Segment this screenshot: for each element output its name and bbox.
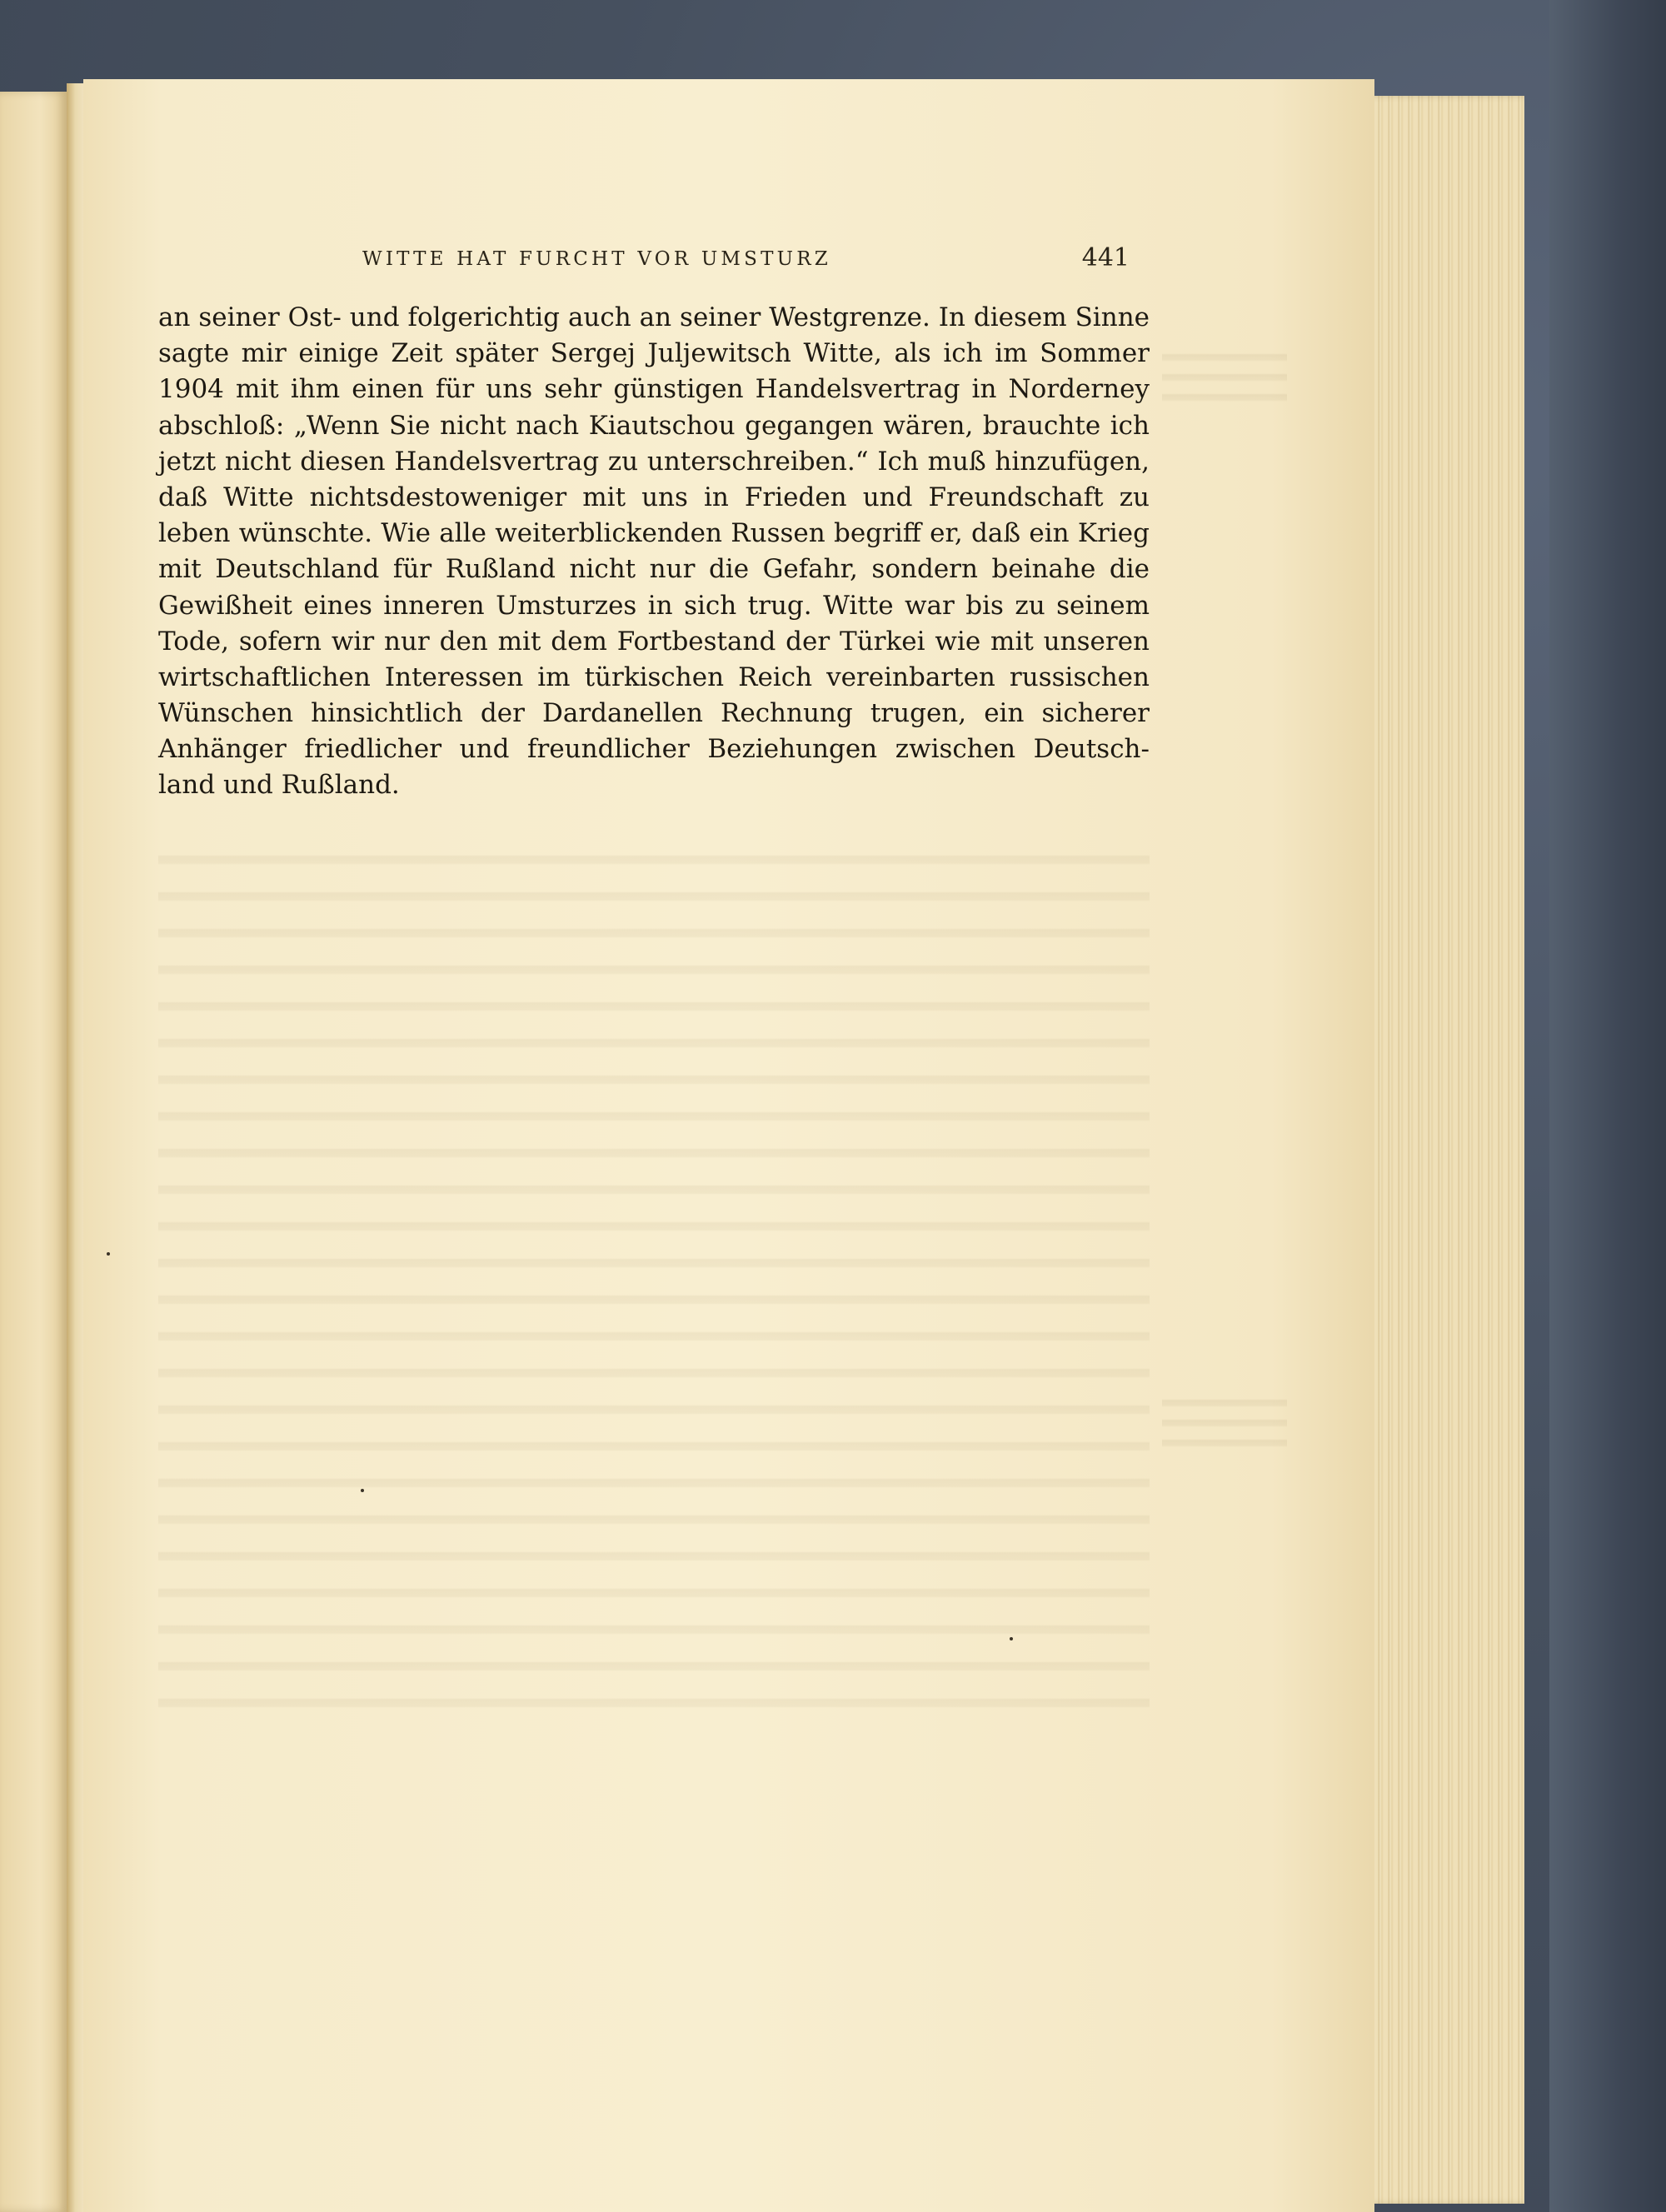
- text-line: Gewißheit eines inneren Umsturzes in sich trug. Witte war bis zu seinem: [158, 590, 1150, 621]
- text-line: Anhänger friedlicher und freundlicher Beziehungen zwischen Deutsch-: [158, 734, 1150, 765]
- text-line: jetzt nicht diesen Handelsvertrag zu unterschreiben.“ Ich muß hinzufügen,: [158, 446, 1150, 477]
- page-block-edges: [1354, 96, 1524, 2204]
- show-through-margin-note: [1162, 1387, 1287, 1454]
- text-line: daß Witte nichtsdestoweniger mit uns in Frieden und Freundschaft zu: [158, 482, 1150, 512]
- paper-speck: [361, 1489, 364, 1492]
- paper-speck: [1010, 1637, 1013, 1640]
- show-through-margin-note: [1162, 342, 1287, 408]
- text-line: an seiner Ost- und folgerichtig auch an seiner Westgrenze. In diesem Sinne: [158, 302, 1150, 332]
- page-number: 441: [1081, 243, 1130, 272]
- text-line: abschloß: „Wenn Sie nicht nach Kiautschou gegangen wären, brauchte ich: [158, 410, 1150, 441]
- show-through-text: [158, 833, 1150, 1708]
- facing-page-edge: [0, 92, 67, 2212]
- text-line: sagte mir einige Zeit später Sergej Juljewitsch Witte, als ich im Sommer: [158, 338, 1150, 369]
- text-line: mit Deutschland für Rußland nicht nur die Gefahr, sondern beinahe die: [158, 554, 1150, 585]
- text-line: leben wünschte. Wie alle weiterblickenden Russen begriff er, daß ein Krieg: [158, 518, 1150, 549]
- running-title: WITTE HAT FURCHT VOR UMSTURZ: [362, 248, 831, 270]
- text-line: Wünschen hinsichtlich der Dardanellen Rechnung trugen, ein sicherer: [158, 698, 1150, 729]
- book-cover-edge: [1549, 0, 1666, 2212]
- text-line: Tode, sofern wir nur den mit dem Fortbestand der Türkei wie mit unseren: [158, 626, 1150, 657]
- text-line: land und Rußland.: [158, 770, 400, 801]
- running-head: [158, 243, 1150, 283]
- body-text: [158, 300, 1150, 804]
- text-line: 1904 mit ihm einen für uns sehr günstigen Handelsvertrag in Norderney: [158, 374, 1150, 405]
- paper-speck: [107, 1252, 110, 1256]
- text-line: wirtschaftlichen Interessen im türkischen Reich vereinbarten russischen: [158, 662, 1150, 692]
